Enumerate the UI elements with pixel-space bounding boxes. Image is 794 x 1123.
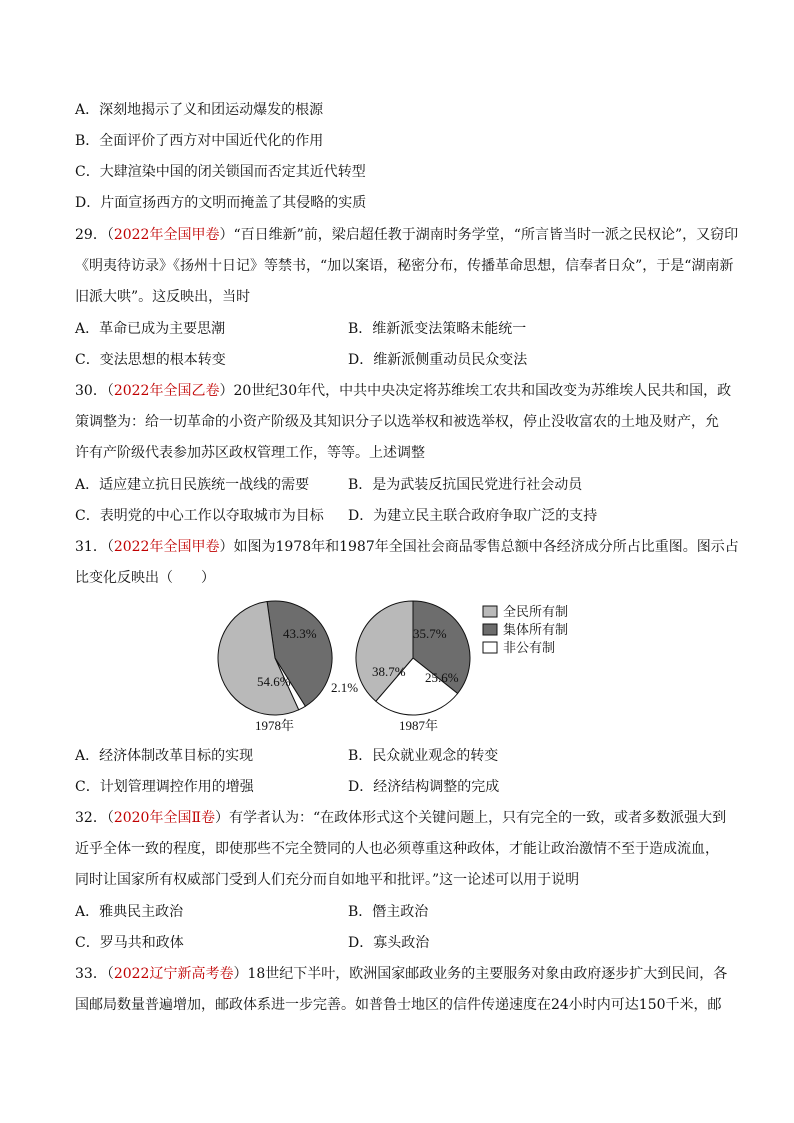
pie-1987-label-1: 35.7% [413,626,447,641]
prev-option-b: B．全面评价了西方对中国近代化的作用 [75,133,324,149]
q32-stem-line-1 [75,808,726,828]
pie-1987-caption: 1987年 [399,718,439,733]
prev-option-c: C．大肆渲染中国的闭关锁国而否定其近代转型 [75,164,366,180]
q32-option-b: B．僭主政治 [348,904,429,920]
q30-number: 30．（ [75,383,114,399]
legend-swatch-1 [483,624,497,635]
q30-stem-line-3: 许有产阶级代表参加苏区政权管理工作，等等。上述调整 [75,445,425,461]
q32-stem-line-3: 同时让国家所有权威部门受到人们充分而自如地平和批评。”这一论述可以用于说明 [75,872,580,888]
q29-stem-line-1 [75,225,738,245]
q30-option-c: C．表明党的中心工作以夺取城市为目标 [75,508,324,524]
legend-swatch-0 [483,606,497,617]
q29-option-b: B．维新派变法策略未能统一 [348,321,527,337]
q32-stem-line-2: 近乎全体一致的程度，即使那些不完全赞同的人也必须尊重这种政体，才能让政治激情不至于造成流血， [75,841,719,857]
q32-stem-text-1: ）有学者认为：“在政体形式这个关键问题上，只有完全的一致，或者多数派强大到 [214,810,727,826]
pie-1978-label-1: 43.3% [283,626,317,641]
q32-source: 2020年全国Ⅱ卷 [113,810,215,826]
q31-option-b: B．民众就业观念的转变 [348,748,499,764]
q30-option-d: D．为建立民主联合政府争取广泛的支持 [348,508,598,524]
q29-stem-line-2: 《明夷待访录》《扬州十日记》等禁书，“加以案语，秘密分布，传播革命思想，信奉者日众”，于是“湖南新 [75,258,734,274]
q29-option-d: D．维新派侧重动员民众变法 [348,352,528,368]
q29-source: 2022年全国甲卷 [113,227,220,243]
q31-stem-text-1: ）如图为1978年和1987年全国社会商品零售总额中各经济成分所占比重图。图示占 [219,539,739,555]
q30-option-b: B．是为武装反抗国民党进行社会动员 [348,477,583,493]
legend-label-0: 全民所有制 [503,605,569,620]
legend-swatch-2 [483,642,497,653]
q33-stem-line-1 [75,964,727,984]
q33-source: 2022辽宁新高考卷 [113,966,234,982]
q32-option-a: A．雅典民主政治 [75,904,184,920]
pie-1987-label-2: 25.6% [425,670,459,685]
q32-number: 32．（ [75,810,114,826]
q32-option-c: C．罗马共和政体 [75,935,184,951]
q31-option-a: A．经济体制改革目标的实现 [75,748,254,764]
pie-1978-label-0: 54.6% [257,674,291,689]
legend-label-2: 非公有制 [503,641,556,656]
pie-chart-figure [215,600,595,742]
q31-number: 31．（ [75,539,114,555]
q33-stem-line-2: 国邮局数量普遍增加，邮政体系进一步完善。如普鲁士地区的信件传递速度在24小时内可达150千米，邮 [75,997,722,1013]
q32-option-d: D．寡头政治 [348,935,430,951]
pie-1987 [356,601,470,715]
pie-1978-caption: 1978年 [255,718,295,733]
prev-option-d: D．片面宣扬西方的文明而掩盖了其侵略的实质 [75,195,367,211]
q33-stem-text-1: ）18世纪下半叶，欧洲国家邮政业务的主要服务对象由政府逐步扩大到民间，各 [233,966,728,982]
q31-stem-line-2: 比变化反映出（ ） [75,570,215,586]
q30-stem-line-1 [75,381,731,401]
prev-option-a: A．深刻地揭示了义和团运动爆发的根源 [75,102,324,118]
q29-stem-line-3: 旧派大哄”。这反映出，当时 [75,289,251,305]
q30-stem-text-1: ）20世纪30年代，中共中央决定将苏维埃工农共和国改变为苏维埃人民共和国，政 [219,383,732,399]
q33-number: 33．（ [75,966,114,982]
pie-1978 [218,601,332,715]
q31-source: 2022年全国甲卷 [113,539,220,555]
q30-stem-line-2: 策调整为：给一切革命的小资产阶级及其知识分子以选举权和被选举权，停止没收富农的土地及财产，允 [75,414,719,430]
q29-number: 29．（ [75,227,114,243]
q31-stem-line-1 [75,537,739,557]
q29-stem-text-1: ）“百日维新”前，梁启超任教于湖南时务学堂，“所言皆当时一派之民权论”，又窃印 [219,227,739,243]
q29-option-a: A．革命已成为主要思潮 [75,321,226,337]
q30-source: 2022年全国乙卷 [113,383,220,399]
pie-1978-label-2: 2.1% [331,680,359,695]
q31-option-c: C．计划管理调控作用的增强 [75,779,254,795]
q31-option-d: D．经济结构调整的完成 [348,779,500,795]
q30-option-a: A．适应建立抗日民族统一战线的需要 [75,477,310,493]
q29-option-c: C．变法思想的根本转变 [75,352,226,368]
legend-label-1: 集体所有制 [503,623,569,638]
pie-1987-label-0: 38.7% [372,664,406,679]
